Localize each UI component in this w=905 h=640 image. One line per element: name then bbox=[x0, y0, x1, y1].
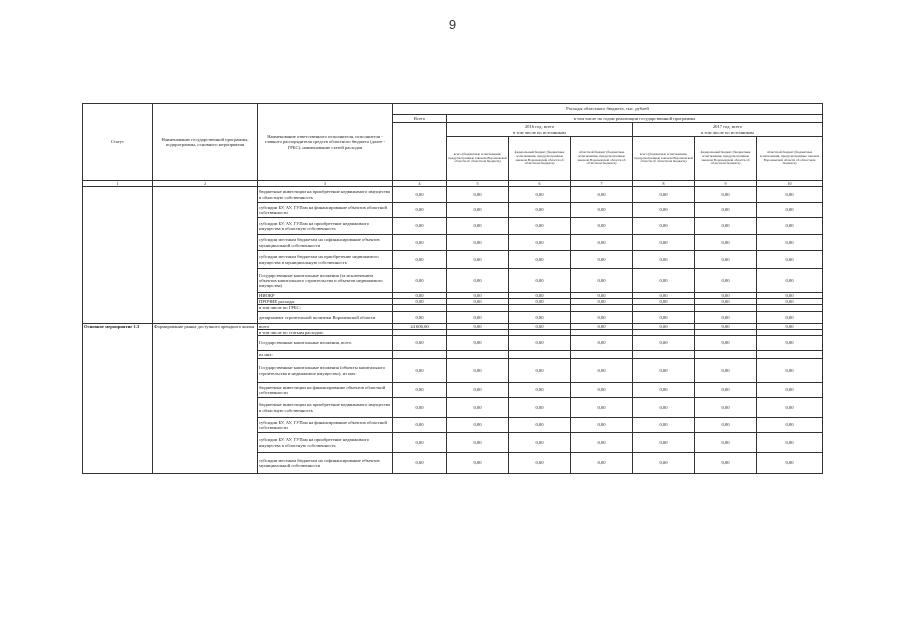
row-value: 0,00 bbox=[447, 187, 509, 203]
row-label: субсидии местным бюджетам на софинансирование объектов муниципальной собственности bbox=[258, 235, 393, 251]
row-label: субсидии БУ, АУ, ГУПам на финансирование объектов областной собственности bbox=[258, 203, 393, 218]
row-value: 0,00 bbox=[757, 293, 823, 299]
row-value: 0,00 bbox=[447, 203, 509, 218]
row-value: 0,00 bbox=[571, 323, 633, 329]
row-label: субсидии БУ, АУ, ГУПам на приобретение недвижимого имущества в областную собственность bbox=[258, 218, 393, 235]
row-label: в том числе по статьям расходов: bbox=[258, 329, 393, 335]
row-value: 0,00 bbox=[695, 418, 757, 433]
row-value: 0,00 bbox=[633, 187, 695, 203]
row-value: 0,00 bbox=[757, 203, 823, 218]
row-value: 0,00 bbox=[509, 203, 571, 218]
row-value: 0,00 bbox=[571, 418, 633, 433]
header-total: Всего bbox=[393, 115, 447, 123]
row-value: 0,00 bbox=[571, 336, 633, 351]
row-label: бюджетные инвестиции на приобретение недвижимого имущества в областную собственность bbox=[258, 187, 393, 203]
row-value: 0,00 bbox=[633, 269, 695, 293]
row-value: 0,00 bbox=[447, 433, 509, 453]
row-value: 0,00 bbox=[393, 433, 447, 453]
row-value: 0,00 bbox=[393, 293, 447, 299]
row-value: 0,00 bbox=[757, 218, 823, 235]
column-number: 8 bbox=[633, 181, 695, 187]
row-label: субсидии БУ, АУ, ГУПам на приобретение недвижимого имущества в областную собственность bbox=[258, 433, 393, 453]
row-value: 0,00 bbox=[393, 235, 447, 251]
row-value: 0,00 bbox=[447, 323, 509, 329]
row-label: департамент строительной политики Воронежской области bbox=[258, 311, 393, 323]
row-label: всего bbox=[258, 323, 393, 329]
header-source: федеральный бюджет (бюджетные ассигнования, предусмотренные законом Воронежской области об областном бюджете) bbox=[509, 137, 571, 181]
row-value: 0,00 bbox=[509, 251, 571, 269]
header-executor: Наименование ответственного исполнителя, исполнителя - главного распорядителя средств областного бюджета (далее - ГРБС), наименование статей расходов bbox=[258, 104, 393, 181]
row-value: 0,00 bbox=[571, 383, 633, 398]
row-program-name bbox=[153, 187, 258, 324]
column-number: 6 bbox=[509, 181, 571, 187]
row-value: 0,00 bbox=[695, 269, 757, 293]
row-value: 0,00 bbox=[633, 383, 695, 398]
row-value: 0,00 bbox=[509, 418, 571, 433]
row-value: 0,00 bbox=[633, 359, 695, 383]
header-by-years: в том числе по годам реализации государственной программы bbox=[447, 115, 823, 123]
row-value: 0,00 bbox=[571, 359, 633, 383]
row-value: 0,00 bbox=[695, 299, 757, 305]
row-value: 0,00 bbox=[571, 203, 633, 218]
row-value: 0,00 bbox=[695, 218, 757, 235]
row-value: 0,00 bbox=[447, 269, 509, 293]
row-program-name: Формирование рынка доступного арендного жилья bbox=[153, 323, 258, 473]
row-value: 0,00 bbox=[571, 293, 633, 299]
row-value: 0,00 bbox=[695, 235, 757, 251]
row-value: 0,00 bbox=[509, 218, 571, 235]
row-status bbox=[83, 187, 153, 324]
row-value: 0,00 bbox=[757, 299, 823, 305]
row-label: НИОКР bbox=[258, 293, 393, 299]
header-status: Статус bbox=[83, 104, 153, 181]
row-value: 0,00 bbox=[447, 398, 509, 418]
row-value: 0,00 bbox=[509, 383, 571, 398]
row-value: 0,00 bbox=[633, 336, 695, 351]
row-value: 0,00 bbox=[447, 418, 509, 433]
row-value: 0,00 bbox=[695, 359, 757, 383]
column-number: 10 bbox=[757, 181, 823, 187]
row-value: 0,00 bbox=[393, 336, 447, 351]
column-number: 4 bbox=[393, 181, 447, 187]
row-value: 0,00 bbox=[571, 269, 633, 293]
row-value: 0,00 bbox=[447, 359, 509, 383]
row-value: 0,00 bbox=[757, 336, 823, 351]
row-value: 0,00 bbox=[447, 383, 509, 398]
row-value: 0,00 bbox=[393, 299, 447, 305]
row-value: 0,00 bbox=[695, 251, 757, 269]
row-value bbox=[757, 351, 823, 359]
row-value: 0,00 bbox=[393, 218, 447, 235]
row-value: 0,00 bbox=[757, 323, 823, 329]
budget-table bbox=[82, 103, 823, 474]
row-value: 0,00 bbox=[695, 203, 757, 218]
row-value: 0,00 bbox=[509, 433, 571, 453]
page-number: 9 bbox=[448, 17, 457, 32]
row-value: 0,00 bbox=[757, 383, 823, 398]
row-value: 0,00 bbox=[509, 311, 571, 323]
row-label: ПРОЧИЕ расходы bbox=[258, 299, 393, 305]
row-value: 0,00 bbox=[571, 218, 633, 235]
row-value: 0,00 bbox=[757, 418, 823, 433]
row-value: 0,00 bbox=[633, 299, 695, 305]
row-value: 0,00 bbox=[393, 398, 447, 418]
header-source: областной бюджет (бюджетные ассигнования, предусмотренные законом Воронежской области об областном бюджете) bbox=[571, 137, 633, 181]
row-value bbox=[509, 351, 571, 359]
column-number: 9 bbox=[695, 181, 757, 187]
row-value: 0,00 bbox=[447, 293, 509, 299]
row-value bbox=[633, 351, 695, 359]
row-value: 0,00 bbox=[509, 187, 571, 203]
header-expenses: Расходы областного бюджета, тыс. рублей bbox=[393, 104, 823, 115]
row-value: 0,00 bbox=[695, 293, 757, 299]
row-value: 0,00 bbox=[633, 203, 695, 218]
header-year-2017 bbox=[633, 123, 823, 137]
row-label: бюджетные инвестиции на финансирование объектов областной собственности bbox=[258, 383, 393, 398]
row-value: 0,00 bbox=[393, 359, 447, 383]
year-2016-label: 2016 год, всего bbox=[524, 124, 555, 130]
row-value: 0,00 bbox=[393, 269, 447, 293]
header-source: всего (бюджетные ассигнования, предусмотренные законом Воронежской области об областном бюджете) bbox=[633, 137, 695, 181]
row-value: 0,00 bbox=[633, 235, 695, 251]
row-value: 0,00 bbox=[393, 251, 447, 269]
row-value: 0,00 bbox=[695, 398, 757, 418]
row-value: 0,00 bbox=[633, 453, 695, 474]
row-value: 0,00 bbox=[757, 235, 823, 251]
row-value: 0,00 bbox=[695, 453, 757, 474]
row-label: Государственные капитальные вложения (объекты капитального строительства и недвижимое имущество), из них: bbox=[258, 359, 393, 383]
row-value: 0,00 bbox=[447, 235, 509, 251]
row-value: 0,00 bbox=[393, 418, 447, 433]
header-name: Наименование государственной программы, подпрограммы, основного мероприятия bbox=[153, 104, 258, 181]
row-label: Государственные капитальные вложения (за исключением объектов капитального строительства и объектов недвижимого имущества) bbox=[258, 269, 393, 293]
row-value: 0,00 bbox=[757, 453, 823, 474]
row-value: 0,00 bbox=[633, 293, 695, 299]
row-value: 0,00 bbox=[509, 453, 571, 474]
row-value: 0,00 bbox=[447, 218, 509, 235]
header-source: федеральный бюджет (бюджетные ассигнования, предусмотренные законом Воронежской области об областном бюджете) bbox=[695, 137, 757, 181]
row-label: субсидии местным бюджетам на софинансирование объектов муниципальной собственности bbox=[258, 453, 393, 474]
row-value: 0,00 bbox=[447, 453, 509, 474]
row-value: 0,00 bbox=[633, 418, 695, 433]
row-value: 0,00 bbox=[509, 398, 571, 418]
year-2016-sources: в том числе по источникам bbox=[513, 129, 566, 135]
row-label: Государственные капитальные вложения, всего bbox=[258, 336, 393, 351]
row-value: 0,00 bbox=[633, 433, 695, 453]
row-value: 0,00 bbox=[757, 311, 823, 323]
row-value: 0,00 bbox=[757, 398, 823, 418]
row-value: 0,00 bbox=[633, 311, 695, 323]
row-value: 0,00 bbox=[633, 251, 695, 269]
row-value: 0,00 bbox=[757, 187, 823, 203]
column-number: 3 bbox=[258, 181, 393, 187]
column-number: 2 bbox=[153, 181, 258, 187]
row-value: 0,00 bbox=[571, 398, 633, 418]
row-value bbox=[571, 351, 633, 359]
row-value: 24 600,00 bbox=[393, 323, 447, 329]
row-value: 0,00 bbox=[447, 251, 509, 269]
header-total-blank bbox=[393, 123, 447, 181]
table-row bbox=[83, 187, 823, 203]
row-label: в том числе по ГРБС: bbox=[258, 305, 393, 311]
row-label: бюджетные инвестиции на приобретение недвижимого имущества в областную собственность bbox=[258, 398, 393, 418]
header-year-2016 bbox=[447, 123, 633, 137]
row-value: 0,00 bbox=[757, 433, 823, 453]
row-value: 0,00 bbox=[509, 323, 571, 329]
row-label: из них: bbox=[258, 351, 393, 359]
year-2017-sources: в том числе по источникам bbox=[701, 129, 754, 135]
row-value: 0,00 bbox=[509, 235, 571, 251]
row-value: 0,00 bbox=[393, 311, 447, 323]
row-value: 0,00 bbox=[393, 187, 447, 203]
row-value: 0,00 bbox=[447, 311, 509, 323]
row-value: 0,00 bbox=[633, 218, 695, 235]
row-value: 0,00 bbox=[571, 433, 633, 453]
row-value: 0,00 bbox=[571, 251, 633, 269]
year-2017-label: 2017 год, всего bbox=[712, 124, 743, 130]
column-number: 1 bbox=[83, 181, 153, 187]
row-value: 0,00 bbox=[571, 299, 633, 305]
row-status: Основное мероприятие 1.3 bbox=[83, 323, 153, 473]
row-value: 0,00 bbox=[695, 383, 757, 398]
row-value: 0,00 bbox=[633, 398, 695, 418]
row-value: 0,00 bbox=[393, 203, 447, 218]
row-value: 0,00 bbox=[509, 359, 571, 383]
row-value: 0,00 bbox=[571, 453, 633, 474]
row-value: 0,00 bbox=[695, 311, 757, 323]
row-value: 0,00 bbox=[393, 453, 447, 474]
row-label: субсидии местным бюджетам на приобретение недвижимого имущества в муниципальную собственность bbox=[258, 251, 393, 269]
row-value: 0,00 bbox=[509, 293, 571, 299]
row-value: 0,00 bbox=[509, 299, 571, 305]
row-value: 0,00 bbox=[757, 251, 823, 269]
row-value: 0,00 bbox=[571, 311, 633, 323]
row-value: 0,00 bbox=[695, 433, 757, 453]
row-value bbox=[695, 351, 757, 359]
header-source: областной бюджет (бюджетные ассигнования, предусмотренные законом Воронежской области об областном бюджете) bbox=[757, 137, 823, 181]
row-value: 0,00 bbox=[393, 383, 447, 398]
row-label: субсидии БУ, АУ, ГУПам на финансирование объектов областной собственности bbox=[258, 418, 393, 433]
row-value: 0,00 bbox=[757, 269, 823, 293]
row-value: 0,00 bbox=[447, 299, 509, 305]
header-source: всего (бюджетные ассигнования, предусмотренные законом Воронежской области об областном бюджете) bbox=[447, 137, 509, 181]
row-value bbox=[447, 351, 509, 359]
row-value: 0,00 bbox=[633, 323, 695, 329]
row-value bbox=[393, 351, 447, 359]
column-number: 7 bbox=[571, 181, 633, 187]
row-value: 0,00 bbox=[757, 359, 823, 383]
row-value: 0,00 bbox=[695, 336, 757, 351]
row-value: 0,00 bbox=[571, 187, 633, 203]
row-value: 0,00 bbox=[509, 336, 571, 351]
row-value: 0,00 bbox=[447, 336, 509, 351]
row-value: 0,00 bbox=[509, 269, 571, 293]
row-value: 0,00 bbox=[695, 323, 757, 329]
row-value: 0,00 bbox=[571, 235, 633, 251]
row-value: 0,00 bbox=[695, 187, 757, 203]
column-number: 5 bbox=[447, 181, 509, 187]
